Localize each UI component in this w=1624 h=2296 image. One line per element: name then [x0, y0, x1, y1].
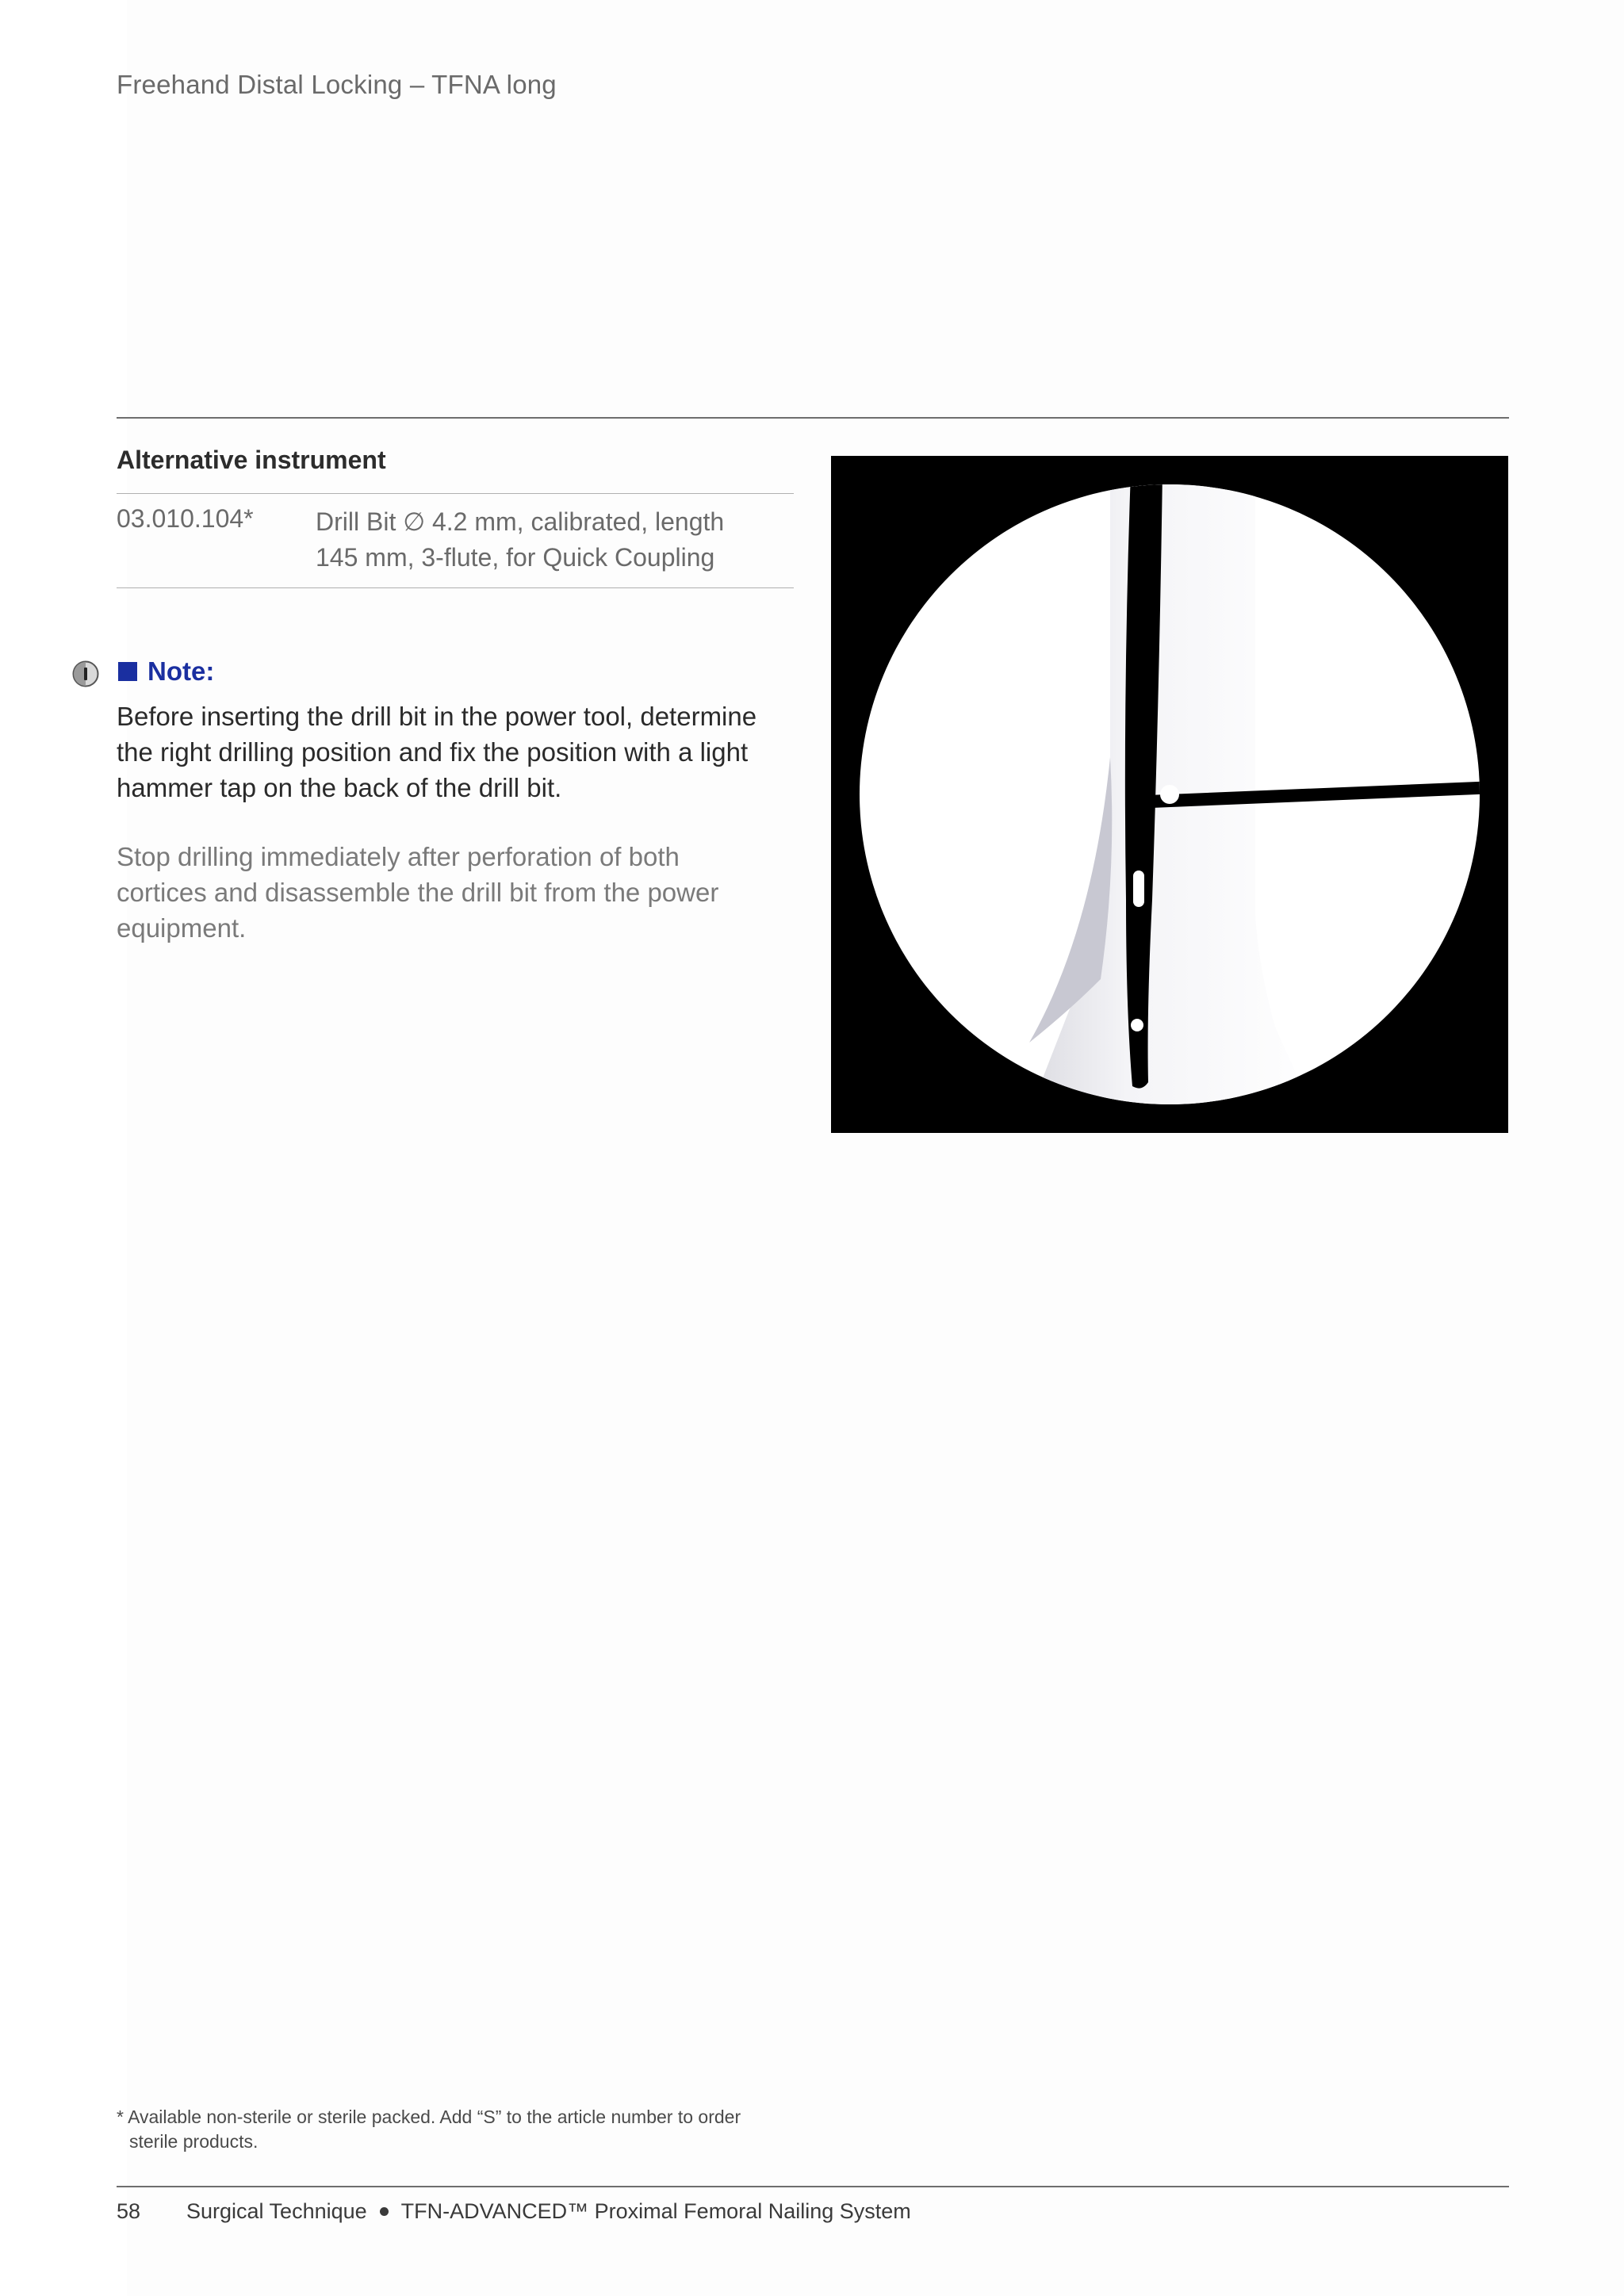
note-paragraph-2 — [117, 839, 799, 946]
note-line: equipment. — [117, 913, 247, 943]
footer-left-text: Surgical Technique — [186, 2199, 367, 2223]
fluoroscopy-image — [831, 456, 1508, 1133]
note-line: hammer tap on the back of the drill bit. — [117, 773, 562, 802]
page-header-title: Freehand Distal Locking – TFNA long — [117, 70, 557, 99]
note-label — [118, 656, 214, 687]
table-rule-bottom — [117, 587, 794, 588]
page-number: 58 — [117, 2199, 141, 2223]
footer-divider — [117, 2186, 1509, 2187]
square-bullet-icon — [118, 662, 137, 681]
article-number: 03.010.104* — [117, 504, 254, 533]
page-footer — [117, 2199, 911, 2224]
table-rule-top — [117, 493, 794, 494]
note-line: cortices and disassemble the drill bit from the power — [117, 878, 719, 907]
section-divider-top — [117, 417, 1509, 419]
footnote-line: sterile products. — [129, 2131, 259, 2152]
page-background — [127, 0, 1624, 2296]
article-description-line: Drill Bit ∅ 4.2 mm, calibrated, length — [316, 507, 725, 536]
info-icon — [72, 660, 99, 687]
article-description-line: 145 mm, 3-flute, for Quick Coupling — [316, 543, 715, 572]
note-paragraph-1 — [117, 698, 799, 806]
footnote — [117, 2105, 830, 2154]
note-line: Before inserting the drill bit in the power tool, determine — [117, 702, 757, 731]
note-line: Stop drilling immediately after perforation of both — [117, 842, 680, 871]
footer-right-text: TFN-ADVANCED™ Proximal Femoral Nailing System — [400, 2199, 911, 2223]
bullet-dot-icon — [380, 2207, 389, 2216]
footnote-line: * Available non-sterile or sterile packed. Add “S” to the article number to order — [117, 2107, 741, 2127]
alternative-instrument-heading: Alternative instrument — [117, 446, 386, 474]
note-line: the right drilling position and fix the position with a light — [117, 737, 749, 767]
note-label-text: Note: — [147, 656, 215, 686]
article-description — [316, 504, 791, 576]
